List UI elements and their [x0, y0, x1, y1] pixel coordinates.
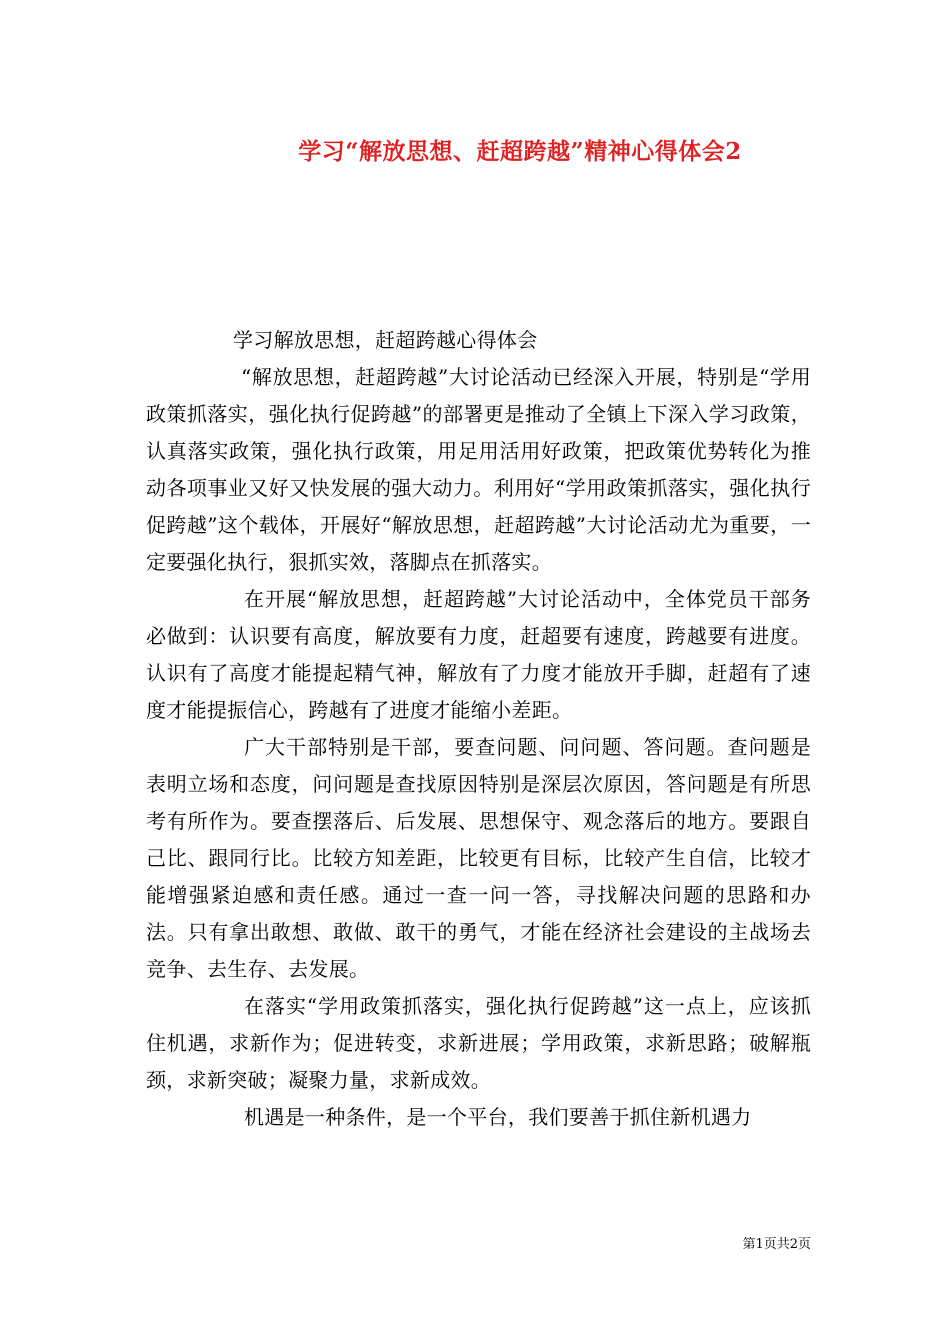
paragraph-2: 在开展“解放思想，赶超跨越”大讨论活动中，全体党员干部务必做到：认识要有高度，解放要有力度，赶超要有速度，跨越要有进度。认识有了高度才能提起精气神，解放有了力度才能放开手脚，赶超有了速度才能提振信心，跨越有了进度才能缩小差距。	[146, 587, 811, 722]
paragraph-4: 在落实“学用政策抓落实，强化执行促跨越”这一点上，应该抓住机遇，求新作为；促进转变，求新进展；学用政策，求新思路；破解瓶颈，求新突破；凝聚力量，求新成效。	[146, 994, 811, 1092]
document-title: 学习“解放思想、赶超跨越”精神心得体会2	[298, 138, 742, 165]
paragraph-5: 机遇是一种条件，是一个平台，我们要善于抓住新机遇力	[244, 1105, 752, 1129]
paragraph-1: “解放思想，赶超跨越”大讨论活动已经深入开展，特别是“学用政策抓落实，强化执行促跨越”的部署更是推动了全镇上下深入学习政策，认真落实政策，强化执行政策，用足用活用好政策，把政策优势转化为推动各项事业又好又快发展的强大动力。利用好“学用政策抓落实，强化执行促跨越”这个载体，开展好“解放思想，赶超跨越”大讨论活动尤为重要，一定要强化执行，狠抓实效，落脚点在抓落实。	[146, 365, 811, 574]
document-body	[146, 322, 811, 1136]
document-subtitle: 学习解放思想，赶超跨越心得体会	[233, 328, 538, 352]
paragraph-3: 广大干部特别是干部，要查问题、问问题、答问题。查问题是表明立场和态度，问问题是查找原因特别是深层次原因，答问题是有所思考有所作为。要查摆落后、后发展、思想保守、观念落后的地方。要跟自己比、跟同行比。比较方知差距，比较更有目标，比较产生自信，比较才能增强紧迫感和责任感。通过一查一问一答，寻找解决问题的思路和办法。只有拿出敢想、敢做、敢干的勇气，才能在经济社会建设的主战场去竞争、去生存、去发展。	[146, 735, 811, 981]
page-indicator: 第1页共2页	[742, 1237, 811, 1252]
